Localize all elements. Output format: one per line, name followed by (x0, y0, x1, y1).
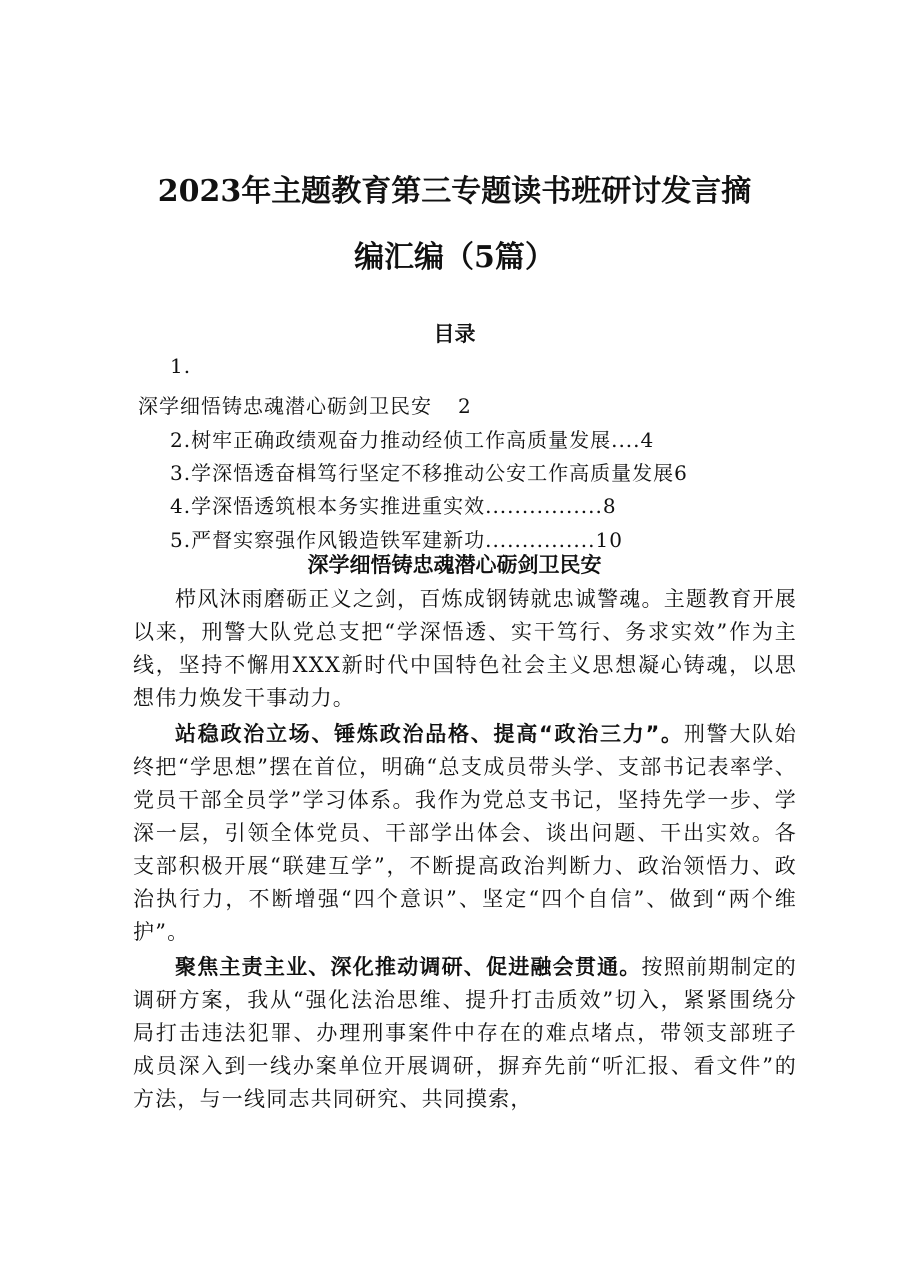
toc-item-1-text: 深学细悟铸忠魂潜心砺剑卫民安 (138, 394, 432, 418)
paragraph-1 (133, 583, 797, 715)
toc-item-2-leader: .... (611, 428, 641, 452)
toc-item-5-leader: ............... (485, 528, 596, 552)
toc-item-5-text: 严督实察强作风锻造铁军建新功 (191, 528, 486, 552)
paragraph-3-text: 按照前期制定的调研方案，我从“强化法治思维、提升打击质效”切入，紧紧围绕分局打击违法犯罪、办理刑事案件中存在的难点堵点，带领支部班子成员深入到一线办案单位开展调研，摒弃先前“听汇报、看文件”的方法，与一线同志共同研究、共同摸索， (133, 955, 798, 1111)
paragraph-2-lead: 站稳政治立场、锤炼政治品格、提高“政治三力”。 (175, 722, 684, 746)
toc-item-3-number: 3. (170, 461, 192, 485)
toc-item-4-number: 4. (170, 494, 192, 518)
paragraph-2-text: 刑警大队始终把“学思想”摆在首位，明确“总支成员带头学、支部书记表率学、党员干部全员学”学习体系。我作为党总支书记，坚持先学一步、学深一层，引领全体党员、干部学出体会、谈出问题、干出实效。各支部积极开展“联建互学”，不断提高政治判断力、政治领悟力、政治执行力，不断增强“四个意识”、坚定“四个自信”、做到“两个维护”。 (133, 722, 798, 944)
toc-item-2-page: 4 (640, 428, 655, 452)
toc-item-5-page: 10 (595, 528, 623, 552)
toc-item-4[interactable] (170, 490, 617, 519)
toc-item-5-number: 5. (170, 528, 192, 552)
toc-item-4-leader: ................ (485, 494, 603, 518)
toc-item-3-text: 学深悟透奋楫笃行坚定不移推动公安工作高质量发展 (191, 461, 675, 485)
paragraph-3-lead: 聚焦主责主业、深化推动调研、促进融会贯通。 (175, 955, 642, 979)
document-title-line-1: 2023年主题教育第三专题读书班研讨发言摘 (157, 174, 752, 209)
section-heading: 深学细悟铸忠魂潜心砺剑卫民安 (307, 552, 602, 577)
toc-item-2[interactable] (170, 424, 654, 453)
toc-item-1-page: 2 (458, 394, 472, 418)
toc-item-4-text: 学深悟透筑根本务实推进重实效 (191, 494, 486, 518)
toc-heading: 目录 (433, 321, 476, 346)
toc-item-4-page: 8 (602, 494, 617, 518)
paragraph-3 (133, 951, 797, 1116)
toc-item-2-text: 树牢正确政绩观奋力推动经侦工作高质量发展 (191, 428, 612, 452)
document-title-line-2: 编汇编（5篇） (354, 240, 555, 275)
paragraph-2 (133, 718, 797, 949)
paragraph-1-text: 栉风沐雨磨砺正义之剑，百炼成钢铸就忠诚警魂。主题教育开展以来，刑警大队党总支把“学深悟透、实干笃行、务求实效”作为主线，坚持不懈用XXX新时代中国特色社会主义思想凝心铸魂，以思想伟力焕发干事动力。 (133, 587, 797, 710)
toc-item-1-number[interactable]: 1. (170, 354, 192, 378)
toc-item-3-page: 6 (674, 461, 688, 485)
toc-item-2-number: 2. (170, 428, 192, 452)
toc-item-1[interactable] (138, 390, 472, 419)
toc-item-3[interactable] (170, 457, 688, 486)
